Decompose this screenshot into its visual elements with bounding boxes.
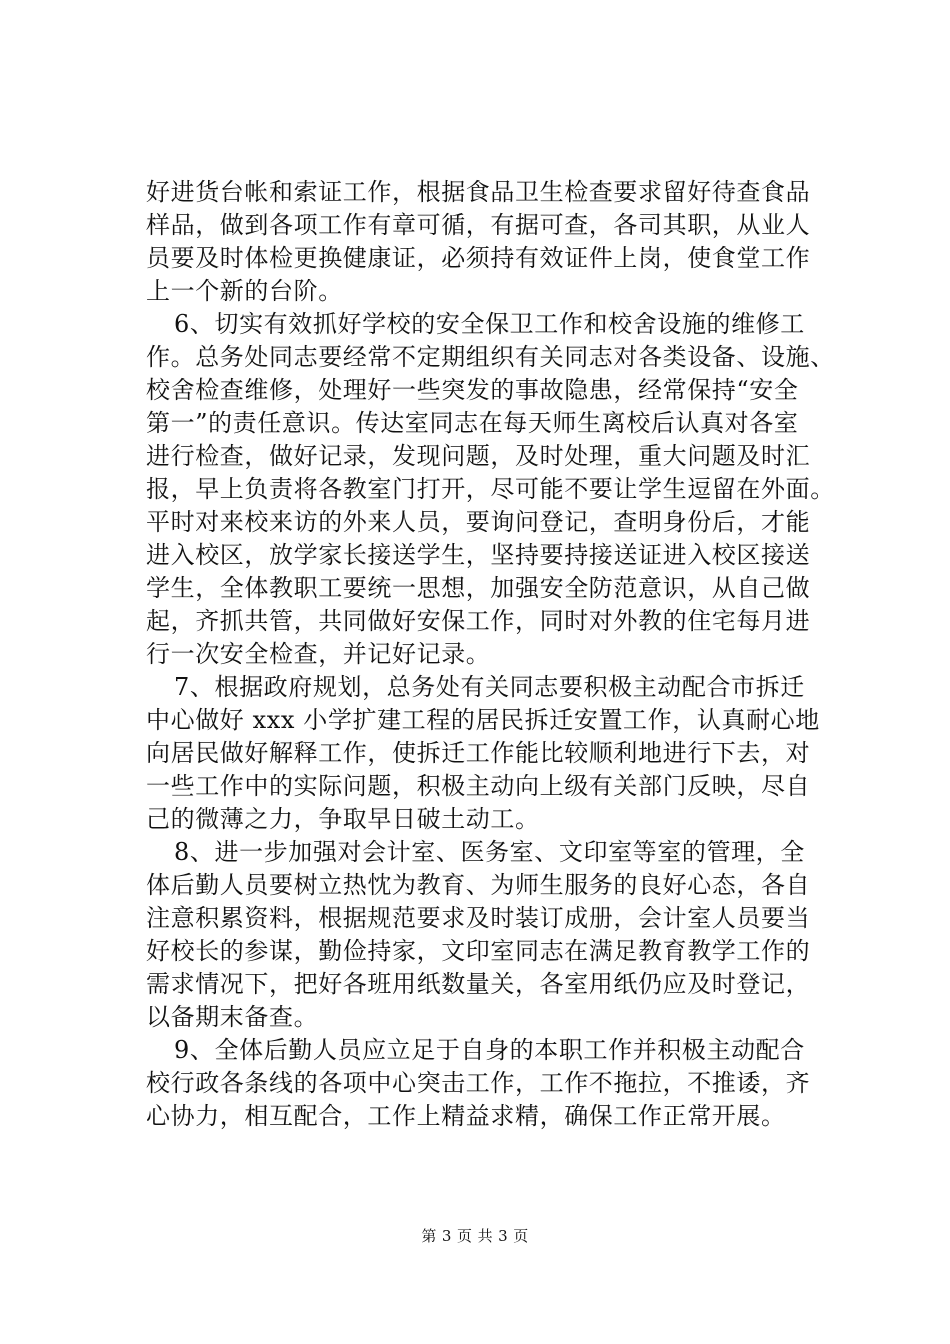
body-text-line: 上一个新的台阶。 bbox=[146, 277, 343, 305]
body-text-line: 起，齐抓共管，共同做好安保工作，同时对外教的住宅每月进 bbox=[146, 607, 811, 635]
body-text-line: 进入校区，放学家长接送学生，坚持要持接送证进入校区接送 bbox=[146, 541, 811, 569]
body-text-line: 心协力，相互配合，工作上精益求精，确保工作正常开展。 bbox=[146, 1102, 786, 1130]
body-text-line: 校舍检查维修，处理好一些突发的事故隐患，经常保持“安全 bbox=[146, 376, 799, 404]
body-text-line: 好进货台帐和索证工作，根据食品卫生检查要求留好待查食品 bbox=[146, 178, 811, 206]
body-text-line: 己的微薄之力，争取早日破土动工。 bbox=[146, 805, 540, 833]
body-text-line: 向居民做好解释工作，使拆迁工作能比较顺利地进行下去，对 bbox=[146, 739, 811, 767]
body-text-line: 校行政各条线的各项中心突击工作，工作不拖拉，不推诿，齐 bbox=[146, 1069, 811, 1097]
body-text-line: 需求情况下，把好各班用纸数量关，各室用纸仍应及时登记， bbox=[146, 970, 811, 998]
body-text-line: 报，早上负责将各教室门打开，尽可能不要让学生逗留在外面。 bbox=[146, 475, 835, 503]
paragraph-6-first-line: 6、切实有效抓好学校的安全保卫工作和校舍设施的维修工 bbox=[174, 310, 805, 338]
body-text-line: 学生，全体教职工要统一思想，加强安全防范意识，从自己做 bbox=[146, 574, 811, 602]
body-text-line: 以备期末备查。 bbox=[146, 1003, 319, 1031]
body-text-line: 员要及时体检更换健康证，必须持有效证件上岗，使食堂工作 bbox=[146, 244, 811, 272]
paragraph-7-first-line: 7、根据政府规划，总务处有关同志要积极主动配合市拆迁 bbox=[174, 673, 805, 701]
body-text-line: 作。总务处同志要经常不定期组织有关同志对各类设备、设施、 bbox=[146, 343, 835, 371]
body-text-line: 样品，做到各项工作有章可循，有据可查，各司其职，从业人 bbox=[146, 211, 811, 239]
body-text-line: 体后勤人员要树立热忱为教育、为师生服务的良好心态，各自 bbox=[146, 871, 811, 899]
paragraph-8-first-line: 8、进一步加强对会计室、医务室、文印室等室的管理，全 bbox=[174, 838, 805, 866]
body-text-line: 好校长的参谋，勤俭持家，文印室同志在满足教育教学工作的 bbox=[146, 937, 811, 965]
body-text-line: 第一”的责任意识。传达室同志在每天师生离校后认真对各室 bbox=[146, 409, 799, 437]
body-text-line: 平时对来校来访的外来人员，要询问登记，查明身份后，才能 bbox=[146, 508, 811, 536]
body-text-line: 一些工作中的实际问题，积极主动向上级有关部门反映，尽自 bbox=[146, 772, 811, 800]
body-text-line: 进行检查，做好记录，发现问题，及时处理，重大问题及时汇 bbox=[146, 442, 811, 470]
body-text-line: 行一次安全检查，并记好记录。 bbox=[146, 640, 491, 668]
paragraph-9-first-line: 9、全体后勤人员应立足于自身的本职工作并积极主动配合 bbox=[174, 1036, 805, 1064]
body-text-line: 中心做好 xxx 小学扩建工程的居民拆迁安置工作，认真耐心地 bbox=[146, 706, 820, 734]
page-footer: 第 3 页 共 3 页 bbox=[421, 1227, 529, 1245]
body-text-line: 注意积累资料，根据规范要求及时装订成册，会计室人员要当 bbox=[146, 904, 811, 932]
